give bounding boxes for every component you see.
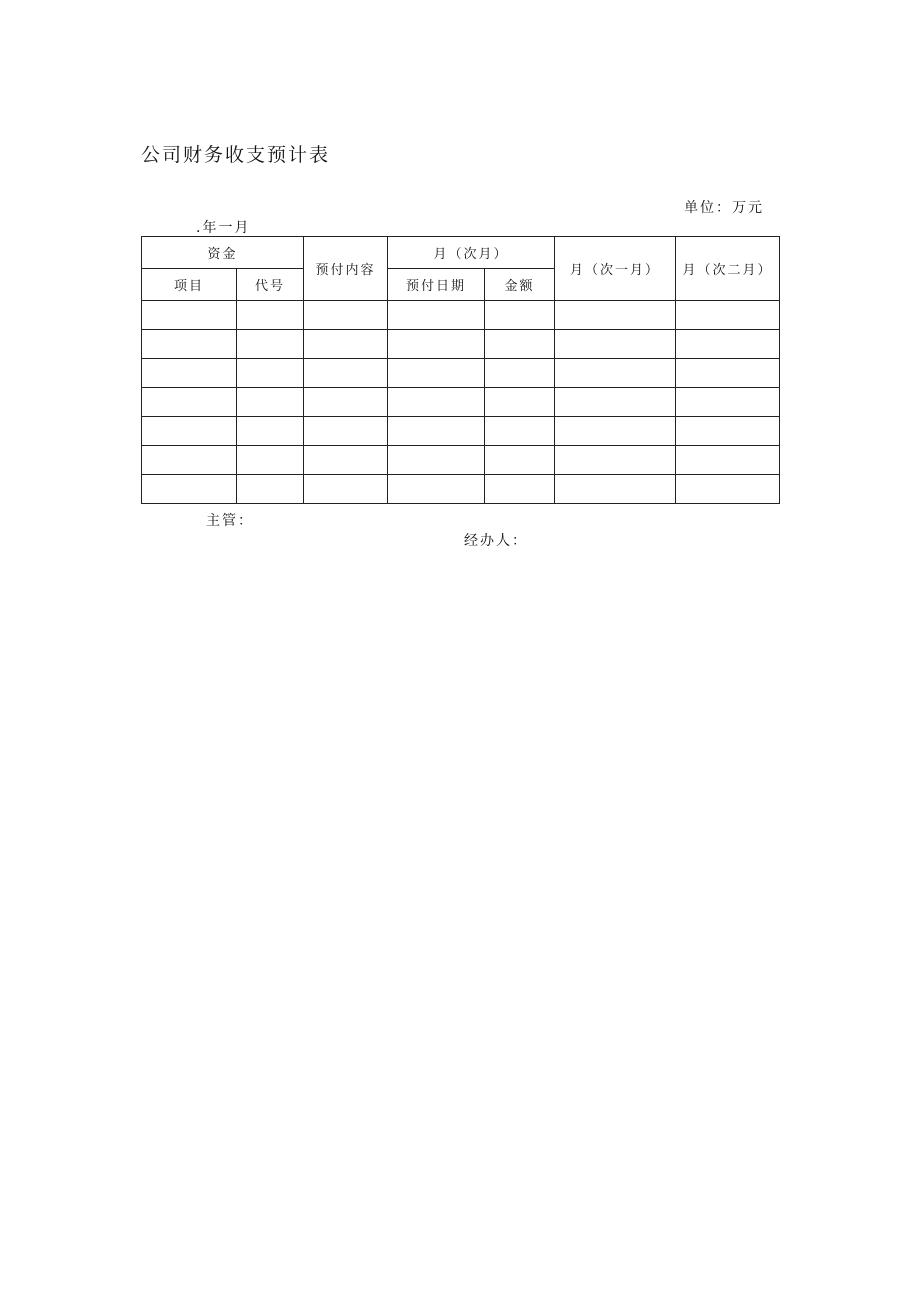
table-cell bbox=[237, 446, 304, 475]
table-cell bbox=[142, 475, 237, 504]
date-line: .年一月 bbox=[196, 220, 251, 236]
table-row bbox=[142, 330, 780, 359]
header-row-1 bbox=[142, 237, 780, 269]
table-row bbox=[142, 301, 780, 330]
table-cell bbox=[485, 359, 555, 388]
table-cell bbox=[555, 475, 676, 504]
header-prepay-date: 预付日期 bbox=[388, 269, 485, 301]
table-cell bbox=[142, 359, 237, 388]
table-cell bbox=[388, 359, 485, 388]
table-row bbox=[142, 359, 780, 388]
table-cell bbox=[485, 388, 555, 417]
table-cell bbox=[388, 301, 485, 330]
table-cell bbox=[676, 301, 780, 330]
table-row bbox=[142, 446, 780, 475]
table-cell bbox=[388, 388, 485, 417]
table-cell bbox=[485, 475, 555, 504]
table-cell bbox=[237, 388, 304, 417]
table-cell bbox=[388, 330, 485, 359]
table-cell bbox=[676, 475, 780, 504]
table-cell bbox=[237, 417, 304, 446]
table-cell bbox=[304, 388, 388, 417]
table-cell bbox=[142, 330, 237, 359]
table-cell bbox=[237, 330, 304, 359]
table-cell bbox=[142, 388, 237, 417]
table-cell bbox=[485, 330, 555, 359]
table-row bbox=[142, 388, 780, 417]
handler-label: 经办人： bbox=[464, 533, 528, 549]
header-code: 代号 bbox=[237, 269, 304, 301]
table-cell bbox=[304, 446, 388, 475]
table-cell bbox=[304, 330, 388, 359]
table-cell bbox=[388, 417, 485, 446]
table-cell bbox=[555, 359, 676, 388]
table-cell bbox=[237, 475, 304, 504]
table-cell bbox=[388, 475, 485, 504]
header-next-month-1: 月（次一月） bbox=[555, 237, 676, 301]
table-cell bbox=[555, 446, 676, 475]
budget-table bbox=[141, 236, 780, 504]
table-cell bbox=[388, 446, 485, 475]
table-row bbox=[142, 417, 780, 446]
table-cell bbox=[485, 446, 555, 475]
table-cell bbox=[555, 388, 676, 417]
table-cell bbox=[304, 359, 388, 388]
supervisor-label: 主管： bbox=[206, 513, 254, 529]
table-row bbox=[142, 475, 780, 504]
table-cell bbox=[142, 301, 237, 330]
table-cell bbox=[676, 359, 780, 388]
table-cell bbox=[237, 359, 304, 388]
table-cell bbox=[555, 301, 676, 330]
table-cell bbox=[676, 417, 780, 446]
table-cell bbox=[304, 475, 388, 504]
header-fund-group: 资金 bbox=[142, 237, 304, 269]
table-cell bbox=[142, 417, 237, 446]
table-cell bbox=[237, 301, 304, 330]
table-cell bbox=[485, 417, 555, 446]
table-cell bbox=[304, 301, 388, 330]
table-cell bbox=[304, 417, 388, 446]
table-cell bbox=[555, 417, 676, 446]
table-cell bbox=[676, 388, 780, 417]
table-cell bbox=[676, 446, 780, 475]
header-amount: 金额 bbox=[485, 269, 555, 301]
header-item: 项目 bbox=[142, 269, 237, 301]
unit-label: 单位：万元 bbox=[684, 200, 764, 216]
table-cell bbox=[485, 301, 555, 330]
header-prepay-content: 预付内容 bbox=[304, 237, 388, 301]
table-cell bbox=[555, 330, 676, 359]
table-cell bbox=[142, 446, 237, 475]
header-month-group: 月（次月） bbox=[388, 237, 555, 269]
document-title: 公司财务收支预计表 bbox=[141, 144, 331, 166]
header-next-month-2: 月（次二月） bbox=[676, 237, 780, 301]
table-cell bbox=[676, 330, 780, 359]
